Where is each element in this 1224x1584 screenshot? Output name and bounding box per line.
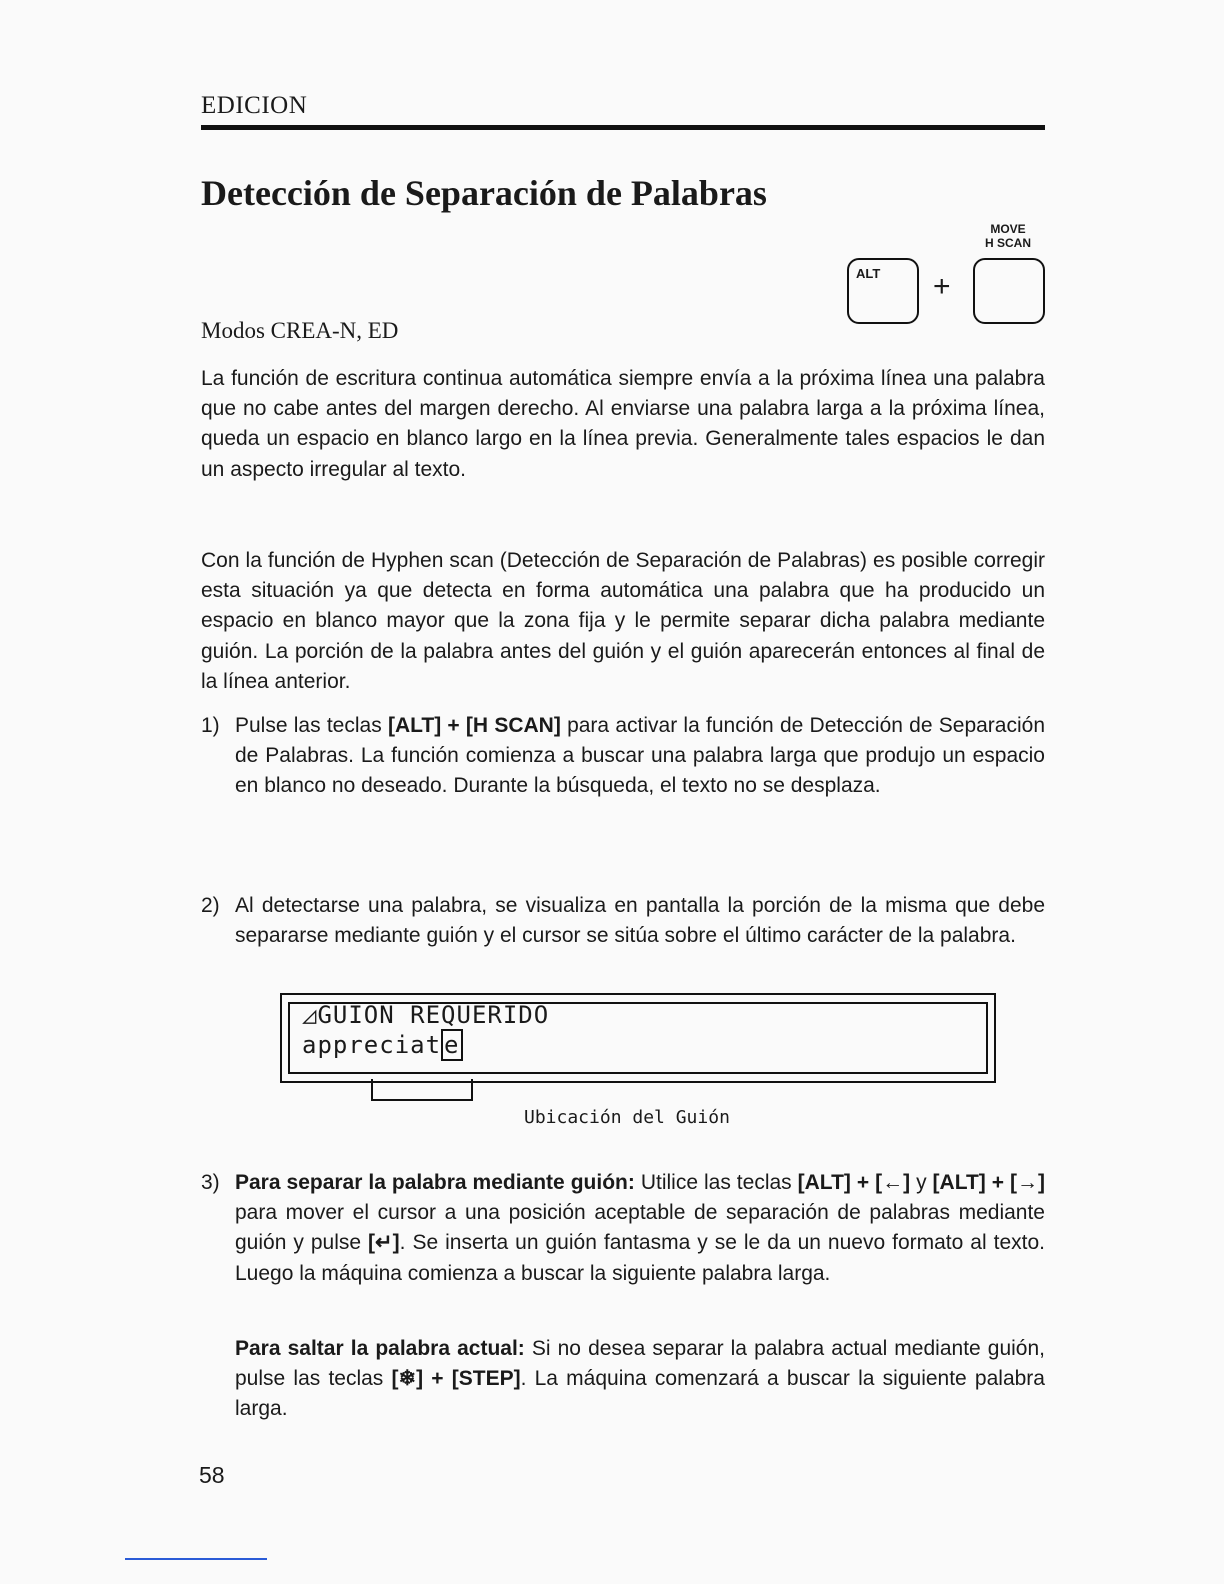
bottom-link-line: [125, 1558, 267, 1560]
screen-word-mid: t: [425, 1031, 442, 1059]
screen-cursor: e: [441, 1029, 462, 1061]
step3-k1: [ALT] + [←]: [797, 1171, 911, 1194]
step-3: [201, 1168, 1045, 1289]
page-number: 58: [199, 1462, 225, 1488]
step3-t2: y: [910, 1171, 933, 1194]
figure-caption: Ubicación del Guión: [524, 1107, 730, 1128]
step-text: [235, 711, 1045, 802]
step-text: Al detectarse una palabra, se visualiza en pantalla la porción de la misma que debe separarse mediante guión y el cursor se sitúa sobre el último carácter de la palabra.: [235, 894, 1045, 948]
display-screen: [280, 993, 996, 1083]
screen-word-text: apprecia: [302, 1031, 426, 1059]
alt-key-label: ALT: [856, 266, 881, 281]
step-number: 3): [201, 1171, 220, 1194]
step-number: 1): [201, 714, 220, 737]
step1-keys: [ALT] + [H SCAN]: [387, 714, 561, 737]
skip-word-paragraph: [235, 1334, 1045, 1425]
page-title: Detección de Separación de Palabras: [201, 173, 767, 213]
modes-heading: Modos CREA-N, ED: [201, 318, 399, 343]
skip-lead: Para saltar la palabra actual:: [235, 1337, 525, 1360]
skip-t1: Si no desea separar la palabra actual mediante guión, pulse las teclas: [235, 1337, 1045, 1391]
hscan-caption-line2: H SCAN: [984, 236, 1031, 250]
hyphen-location-bracket: [371, 1079, 473, 1101]
plus-sign: +: [933, 270, 951, 303]
step3-t3: para mover el cursor a una posición aceptable de separación de palabras mediante guión y pulse: [235, 1201, 1045, 1255]
hyphen-scan-paragraph: Con la función de Hyphen scan (Detección de Separación de Palabras) es posible corregir esta situación ya que detecta en forma automática una palabra que ha producido un espacio en blanco mayor que la zona fija y le permite separar dicha palabra mediante guión. La porción de la palabra antes del guión y el guión aparecerán entonces al final de la línea anterior.: [201, 549, 1045, 693]
step3-k2: [ALT] + [→]: [932, 1171, 1045, 1194]
header-rule: [201, 125, 1045, 130]
hscan-caption-line1: MOVE: [990, 222, 1026, 236]
step-1: [201, 711, 1045, 802]
hscan-key-caption: [973, 222, 1043, 250]
skip-k1: [❄] + [STEP]: [391, 1367, 521, 1391]
step-number: 2): [201, 894, 220, 917]
step-2: [201, 891, 1045, 951]
key-combination: [845, 220, 1045, 330]
screen-word: [302, 1031, 463, 1059]
step1-post: para activar la función de Detección de Separación de Palabras. La función comienza a buscar una palabra larga que produjo un espacio en blanco no deseado. Durante la búsqueda, el texto no se desplaza.: [235, 714, 1045, 798]
intro-paragraph: La función de escritura continua automática siempre envía a la próxima línea una palabra que no cabe antes del margen derecho. Al enviarse una palabra larga a la próxima línea, queda un espacio en blanco largo en la línea previa. Generalmente tales espacios le dan un aspecto irregular al texto.: [201, 367, 1045, 481]
hscan-key-icon: [973, 258, 1045, 324]
alt-key-icon: [847, 258, 919, 324]
step1-pre: Pulse las teclas: [235, 714, 388, 737]
step3-k3: [↵]: [368, 1231, 400, 1255]
screen-message: ◿GUION REQUERIDO: [302, 1001, 550, 1029]
section-header: EDICION: [201, 92, 308, 119]
step-text: [235, 1168, 1045, 1289]
skip-t2: . La máquina comenzará a buscar la siguiente palabra larga.: [235, 1367, 1045, 1421]
step3-t1: Utilice las teclas: [634, 1171, 798, 1194]
step3-t4: . Se inserta un guión fantasma y se le da un nuevo formato al texto. Luego la máquina comienza a buscar la siguiente palabra larga.: [235, 1231, 1045, 1285]
step3-lead: Para separar la palabra mediante guión:: [235, 1171, 635, 1194]
